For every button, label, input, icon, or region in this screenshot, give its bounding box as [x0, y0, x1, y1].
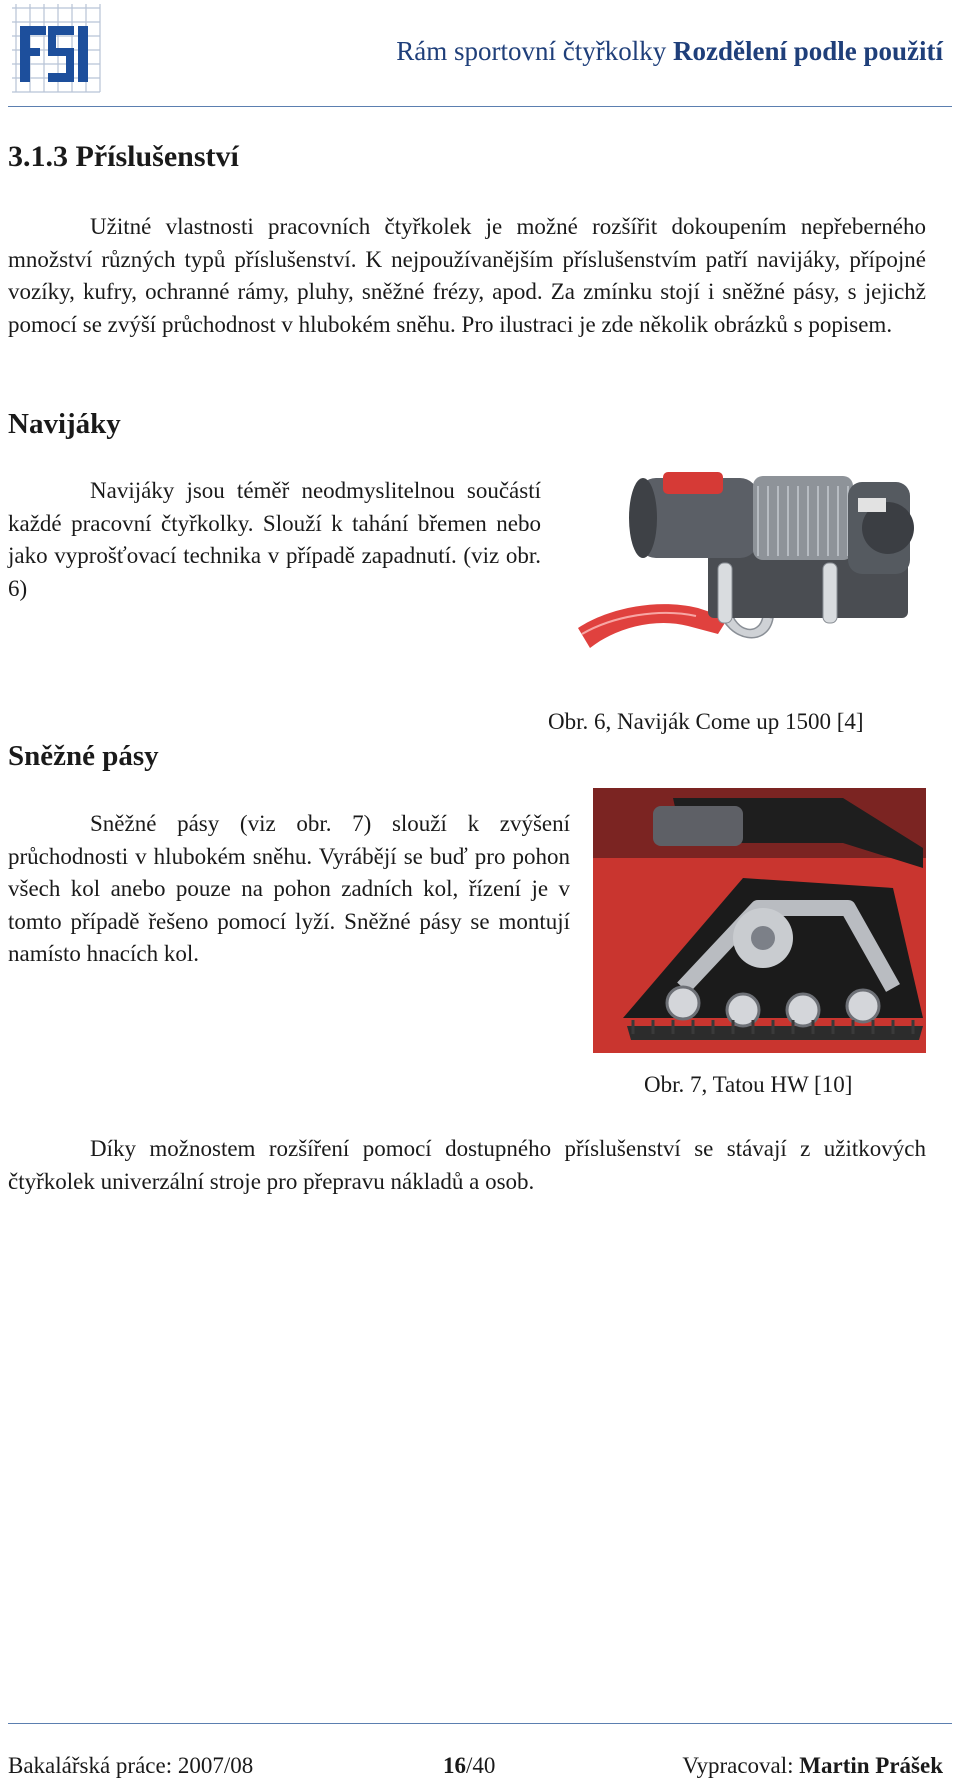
- footer-thesis-year: Bakalářská práce: 2007/08: [8, 1753, 254, 1778]
- header-title-bold: Rozdělení podle použití: [672, 36, 943, 66]
- snow-tracks-text: Sněžné pásy (viz obr. 7) slouží k zvýšení průchodnosti v hlubokém sněhu. Vyrábějí se buď pro pohon všech kol anebo pouze na pohon zadních kol, řízení je v tomto případě řešeno pomocí lyží. Sněžné pásy se montují namísto hnacích kol.: [8, 811, 570, 966]
- footer-rule: [8, 1723, 952, 1724]
- closing-text: Díky možnostem rozšíření pomocí dostupného příslušenství se stávají z užitkových čtyřkolek univerzální stroje pro přepravu nákladů a osob.: [8, 1136, 926, 1194]
- footer-page-number: [443, 1753, 495, 1779]
- winches-paragraph: [8, 475, 541, 605]
- author-label: Vypracoval:: [682, 1753, 800, 1778]
- winch-caption: Obr. 6, Naviják Come up 1500 [4]: [548, 709, 864, 734]
- snow-tracks-paragraph: [8, 808, 570, 971]
- header-title-regular: Rám sportovní čtyřkolky: [396, 36, 673, 66]
- winches-text: Navijáky jsou téměř neodmyslitelnou součástí každé pracovní čtyřkolky. Slouží k tahání břemen nebo jako vyprošťovací technika v případě zapadnutí. (viz obr. 6): [8, 478, 541, 601]
- closing-paragraph: [8, 1133, 926, 1198]
- footer-author: [682, 1753, 943, 1779]
- snow-tracks-caption: Obr. 7, Tatou HW [10]: [644, 1072, 853, 1097]
- winch-image: [568, 458, 926, 690]
- intro-paragraph: [8, 211, 926, 341]
- author-name: Martin Prášek: [799, 1753, 943, 1778]
- current-page: 16: [443, 1753, 466, 1778]
- header-rule: [8, 106, 952, 107]
- snow-tracks-heading: Sněžné pásy: [8, 740, 159, 772]
- intro-text: Užitné vlastnosti pracovních čtyřkolek je možné rozšířit dokoupením nepřeberného množství různých typů příslušenství. K nejpoužívanějším příslušenstvím patří navijáky, přípojné vozíky, kufry, ochranné rámy, pluhy, sněžné frézy, apod. Za zmínku stojí i sněžné pásy, s jejichž pomocí se zvýší průchodnost v hlubokém sněhu. Pro ilustraci je zde několik obrázků s popisem.: [8, 214, 926, 337]
- total-pages: /40: [466, 1753, 496, 1778]
- snow-tracks-image: [593, 788, 926, 1053]
- section-heading: 3.1.3 Příslušenství: [8, 140, 239, 173]
- winches-heading: Navijáky: [8, 408, 121, 440]
- running-header: [396, 36, 943, 67]
- university-logo: [8, 0, 104, 96]
